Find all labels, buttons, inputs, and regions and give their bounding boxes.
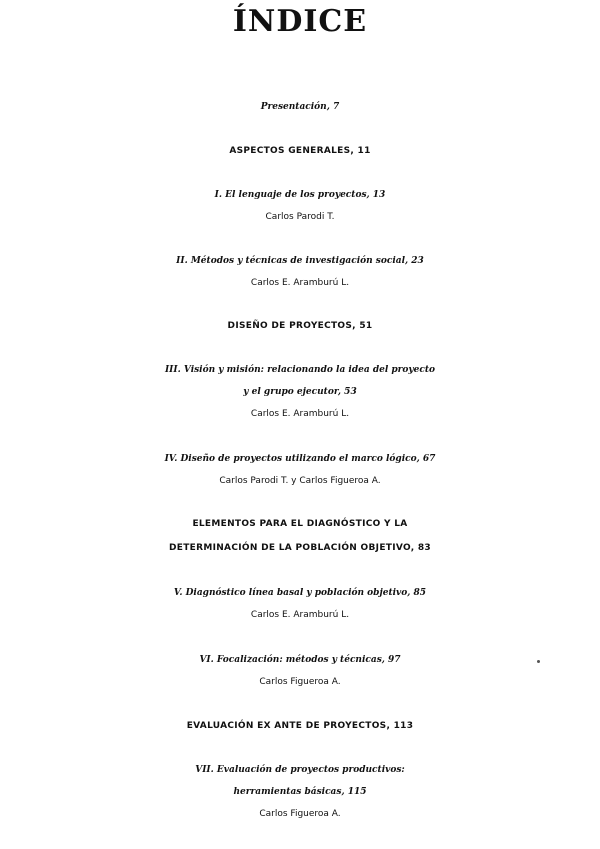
section-heading-general: ASPECTOS GENERALES, 11: [229, 146, 371, 156]
chapter-3-title-line-1: III. Visión y misión: relacionando la idea del proyecto: [164, 365, 436, 375]
chapter-7-title-line-2: herramientas básicas, 115: [233, 787, 367, 797]
chapter-4-author: Carlos Parodi T. y Carlos Figueroa A.: [219, 476, 381, 486]
chapter-2-title: II. Métodos y técnicas de investigación social, 23: [176, 256, 424, 266]
chapter-3-title-line-2: y el grupo ejecutor, 53: [243, 387, 357, 397]
chapter-7-author: Carlos Figueroa A.: [259, 809, 341, 819]
presentation-entry: Presentación, 7: [260, 102, 340, 112]
section-heading-evaluation: EVALUACIÓN EX ANTE DE PROYECTOS, 113: [186, 721, 414, 731]
chapter-1-author: Carlos Parodi T.: [265, 212, 335, 222]
scan-speck: [537, 660, 540, 663]
chapter-1-title: I. El lenguaje de los proyectos, 13: [214, 190, 386, 200]
section-heading-diagnosis-line-1: ELEMENTOS PARA EL DIAGNÓSTICO Y LA: [192, 519, 408, 529]
chapter-7-title-line-1: VII. Evaluación de proyectos productivos:: [195, 765, 405, 775]
chapter-2-author: Carlos E. Aramburú L.: [250, 278, 350, 288]
chapter-5-title: V. Diagnóstico línea basal y población objetivo, 85: [173, 588, 427, 598]
chapter-6-title: VI. Focalización: métodos y técnicas, 97: [199, 655, 401, 665]
chapter-6-author: Carlos Figueroa A.: [259, 677, 341, 687]
chapter-3-author: Carlos E. Aramburú L.: [250, 409, 350, 419]
section-heading-design: DISEÑO DE PROYECTOS, 51: [227, 321, 373, 331]
page-title: ÍNDICE: [232, 4, 368, 39]
section-heading-diagnosis-line-2: DETERMINACIÓN DE LA POBLACIÓN OBJETIVO, 83: [168, 543, 431, 553]
chapter-5-author: Carlos E. Aramburú L.: [250, 610, 350, 620]
chapter-4-title: IV. Diseño de proyectos utilizando el marco lógico, 67: [164, 454, 436, 464]
